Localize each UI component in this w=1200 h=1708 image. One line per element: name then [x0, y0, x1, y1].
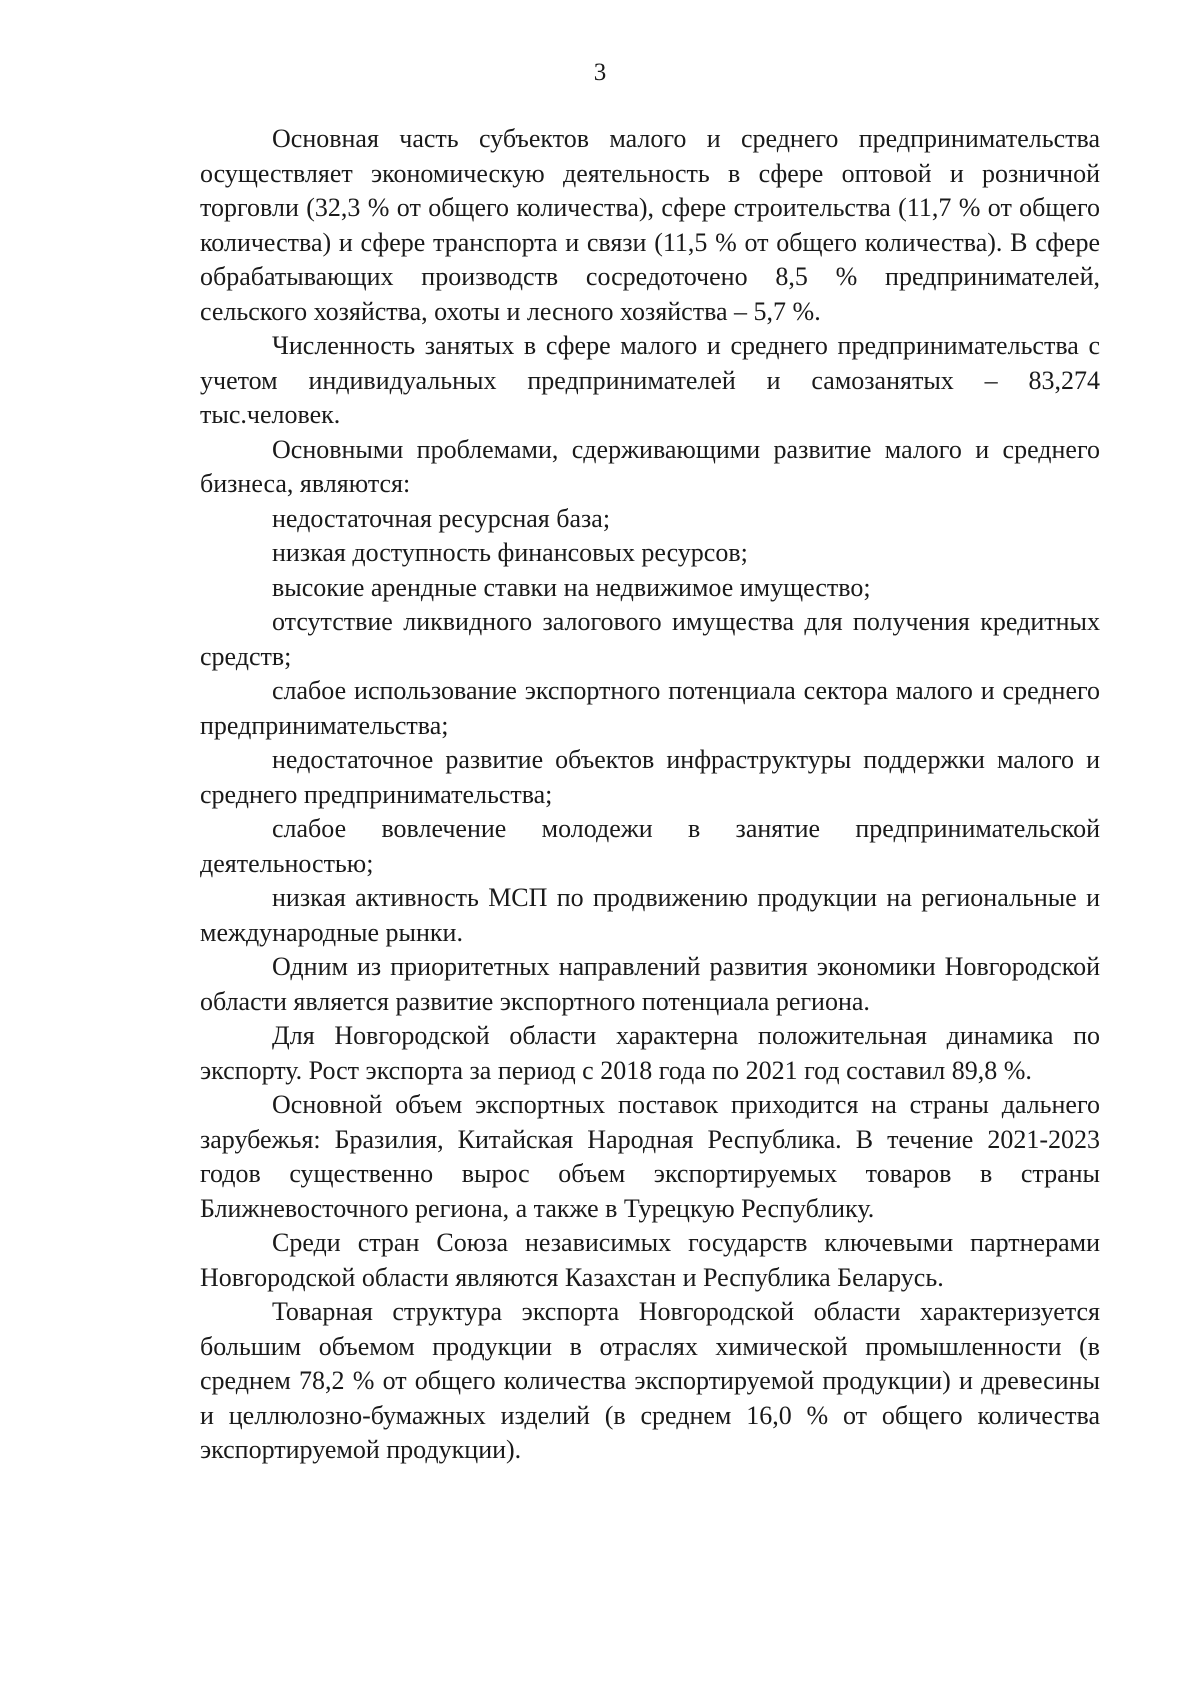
page-number: 3	[593, 59, 607, 86]
problem-item: недостаточное развитие объектов инфраструктуры поддержки малого и среднего предпринимательства;	[200, 745, 1100, 809]
problem-item: низкая доступность финансовых ресурсов;	[272, 538, 748, 567]
paragraph-export-destinations: Основной объем экспортных поставок приходится на страны дальнего зарубежья: Бразилия, Китайская Народная Республика. В течение 2021-2023 годов существенно вырос объем экспортируемых товаров в страны Ближневосточного региона, а также в Турецкую Республику.	[200, 1090, 1100, 1223]
paragraph-export-growth: Для Новгородской области характерна положительная динамика по экспорту. Рост экспорта за период с 2018 года по 2021 год составил 89,8 %.	[200, 1021, 1100, 1085]
paragraph-export-structure: Товарная структура экспорта Новгородской области характеризуется большим объемом продукции в отраслях химической промышленности (в среднем 78,2 % от общего количества экспортируемой продукции) и древесины и целлюлозно-бумажных изделий (в среднем 16,0 % от общего количества экспортируемой продукции).	[200, 1297, 1100, 1464]
document-body	[200, 122, 1100, 1468]
paragraph-employment: Численность занятых в сфере малого и среднего предпринимательства с учетом индивидуальных предпринимателей и самозанятых – 83,274 тыс.человек.	[200, 331, 1100, 429]
paragraph-export-priority: Одним из приоритетных направлений развития экономики Новгородской области является развитие экспортного потенциала региона.	[200, 952, 1100, 1016]
problem-item: отсутствие ликвидного залогового имущества для получения кредитных средств;	[200, 607, 1100, 671]
problem-item: высокие арендные ставки на недвижимое имущество;	[272, 572, 871, 602]
problem-item: низкая активность МСП по продвижению продукции на региональные и международные рынки.	[200, 883, 1100, 947]
problem-item: слабое вовлечение молодежи в занятие предпринимательской деятельностью;	[200, 814, 1100, 878]
paragraph-sme-sectors: Основная часть субъектов малого и среднего предпринимательства осуществляет экономическую деятельность в сфере оптовой и розничной торговли (32,3 % от общего количества), сфере строительства (11,7 % от общего количества) и сфере транспорта и связи (11,5 % от общего количества). В сфере обрабатывающих производств сосредоточено 8,5 % предпринимателей, сельского хозяйства, охоты и лесного хозяйства – 5,7 %.	[200, 124, 1100, 326]
paragraph-problems-intro: Основными проблемами, сдерживающими развитие малого и среднего бизнеса, являются:	[200, 434, 1100, 498]
problem-item: слабое использование экспортного потенциала сектора малого и среднего предпринимательства;	[200, 676, 1100, 740]
paragraph-cis-partners: Среди стран Союза независимых государств ключевыми партнерами Новгородской области являются Казахстан и Республика Беларусь.	[200, 1228, 1100, 1292]
problem-item: недостаточная ресурсная база;	[272, 503, 611, 533]
